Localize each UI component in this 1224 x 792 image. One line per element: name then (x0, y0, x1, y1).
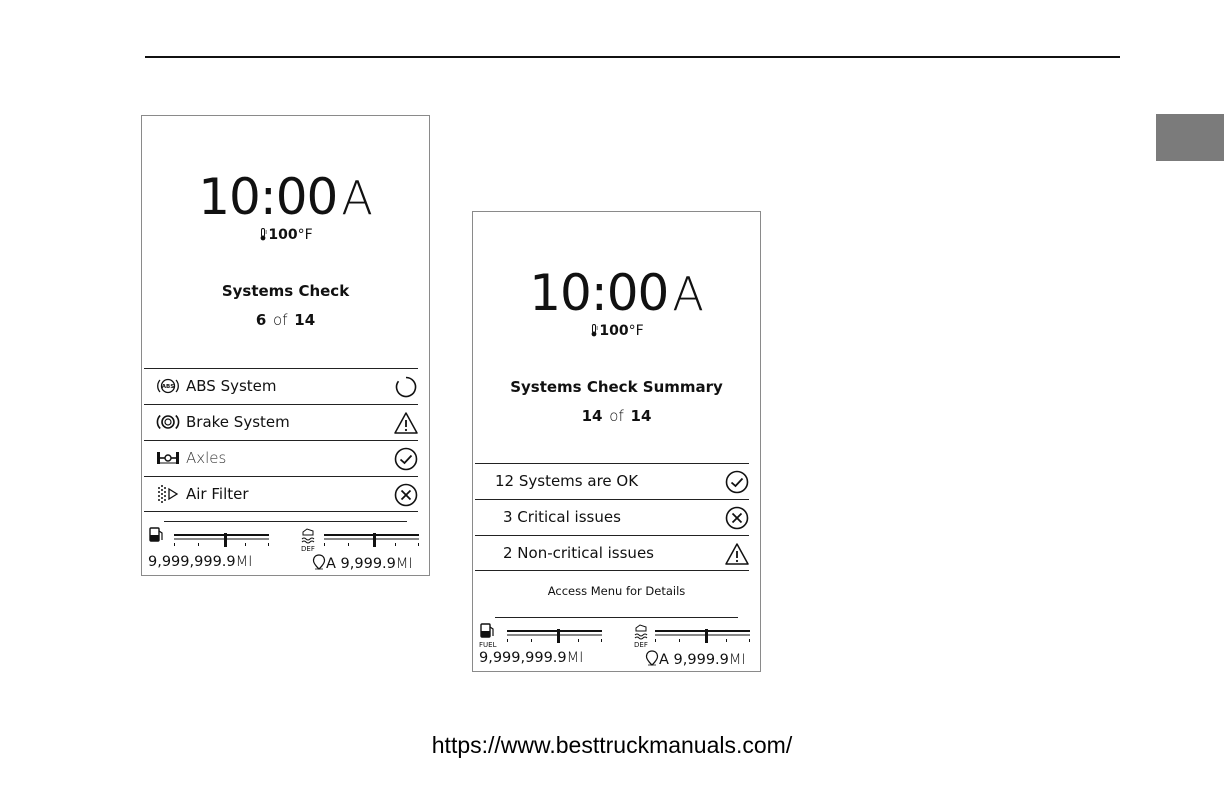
temperature-unit: °F (628, 323, 644, 339)
brake-icon (156, 412, 180, 432)
check-progress (142, 311, 429, 329)
trip-unit: MI (728, 652, 746, 668)
loading-icon (394, 375, 418, 399)
list-item-label: Air Filter (186, 485, 249, 503)
trip-prefix: A (326, 556, 336, 572)
list-item-axles (144, 440, 418, 476)
progress-of: of (273, 311, 288, 329)
def-icon (302, 529, 314, 543)
gauge-divider (164, 521, 407, 522)
clock (142, 168, 429, 226)
summary-item-non-critical (475, 535, 749, 571)
odometer-unit: MI (235, 554, 253, 570)
air-filter-icon (156, 484, 180, 504)
trip-meter (312, 554, 413, 572)
summary-list (475, 463, 749, 571)
temperature-value: 100 (599, 323, 629, 339)
gauge-divider (495, 617, 738, 618)
check-icon (725, 470, 749, 494)
check-progress (473, 407, 760, 425)
list-item-label: Brake System (186, 413, 290, 431)
trip-meter (645, 650, 746, 668)
access-menu-hint: Access Menu for Details (547, 584, 686, 598)
error-icon (725, 506, 749, 530)
fuel-pump-icon (150, 528, 162, 541)
clock (473, 264, 760, 322)
outside-temperature (142, 227, 429, 243)
axle-icon (156, 448, 180, 468)
odometer-value: 9,999,999.9 (479, 650, 567, 666)
temperature-value: 100 (268, 227, 298, 243)
header-rule (145, 56, 1120, 58)
thermometer-icon (589, 324, 599, 337)
screen-title: Systems Check Summary (510, 378, 723, 396)
error-icon (394, 483, 418, 507)
def-label: DEF (301, 545, 315, 553)
fuel-label: FUEL (479, 641, 497, 649)
trip-value: 9,999.9 (340, 556, 396, 572)
list-item-label: ABS System (186, 377, 277, 395)
odometer-unit: MI (566, 650, 584, 666)
systems-list (144, 368, 418, 512)
warning-icon (725, 542, 749, 566)
temperature-unit: °F (297, 227, 313, 243)
trip-prefix: A (659, 652, 669, 668)
summary-item-critical (475, 499, 749, 535)
list-item-brake (144, 404, 418, 440)
def-label: DEF (634, 641, 648, 649)
warning-icon (394, 411, 418, 435)
footer-url[interactable]: https://www.besttruckmanuals.com/ (431, 732, 793, 758)
cluster-screen-systems-check-summary (472, 211, 761, 672)
clock-ampm: A (672, 267, 704, 321)
summary-item-label: 3 Critical issues (503, 508, 621, 526)
progress-total: 14 (294, 311, 316, 329)
odometer-value: 9,999,999.9 (148, 554, 236, 570)
def-icon (635, 625, 647, 639)
clock-time: 10:00 (529, 264, 669, 322)
odometer (148, 554, 252, 570)
list-item-label: Axles (186, 449, 227, 467)
list-item-abs (144, 368, 418, 404)
progress-current: 6 (255, 311, 267, 329)
trip-unit: MI (395, 556, 413, 572)
cluster-screen-systems-check (141, 115, 430, 576)
summary-item-ok (475, 463, 749, 499)
progress-total: 14 (630, 407, 652, 425)
outside-temperature (473, 323, 760, 339)
clock-ampm: A (341, 171, 373, 225)
abs-icon (156, 376, 180, 396)
svg-text:ABS: ABS (161, 384, 175, 390)
list-item-air-filter (144, 476, 418, 512)
progress-of: of (609, 407, 624, 425)
thermometer-icon (258, 228, 268, 241)
screen-title: Systems Check (221, 282, 350, 300)
check-icon (394, 447, 418, 471)
summary-item-label: 12 Systems are OK (495, 472, 639, 490)
trip-value: 9,999.9 (673, 652, 729, 668)
summary-item-label: 2 Non-critical issues (503, 544, 654, 562)
location-pin-icon (645, 650, 659, 666)
chapter-tab (1156, 114, 1224, 161)
odometer (479, 650, 583, 666)
fuel-pump-icon (481, 624, 493, 637)
location-pin-icon (312, 554, 326, 570)
progress-current: 14 (581, 407, 603, 425)
clock-time: 10:00 (198, 168, 338, 226)
